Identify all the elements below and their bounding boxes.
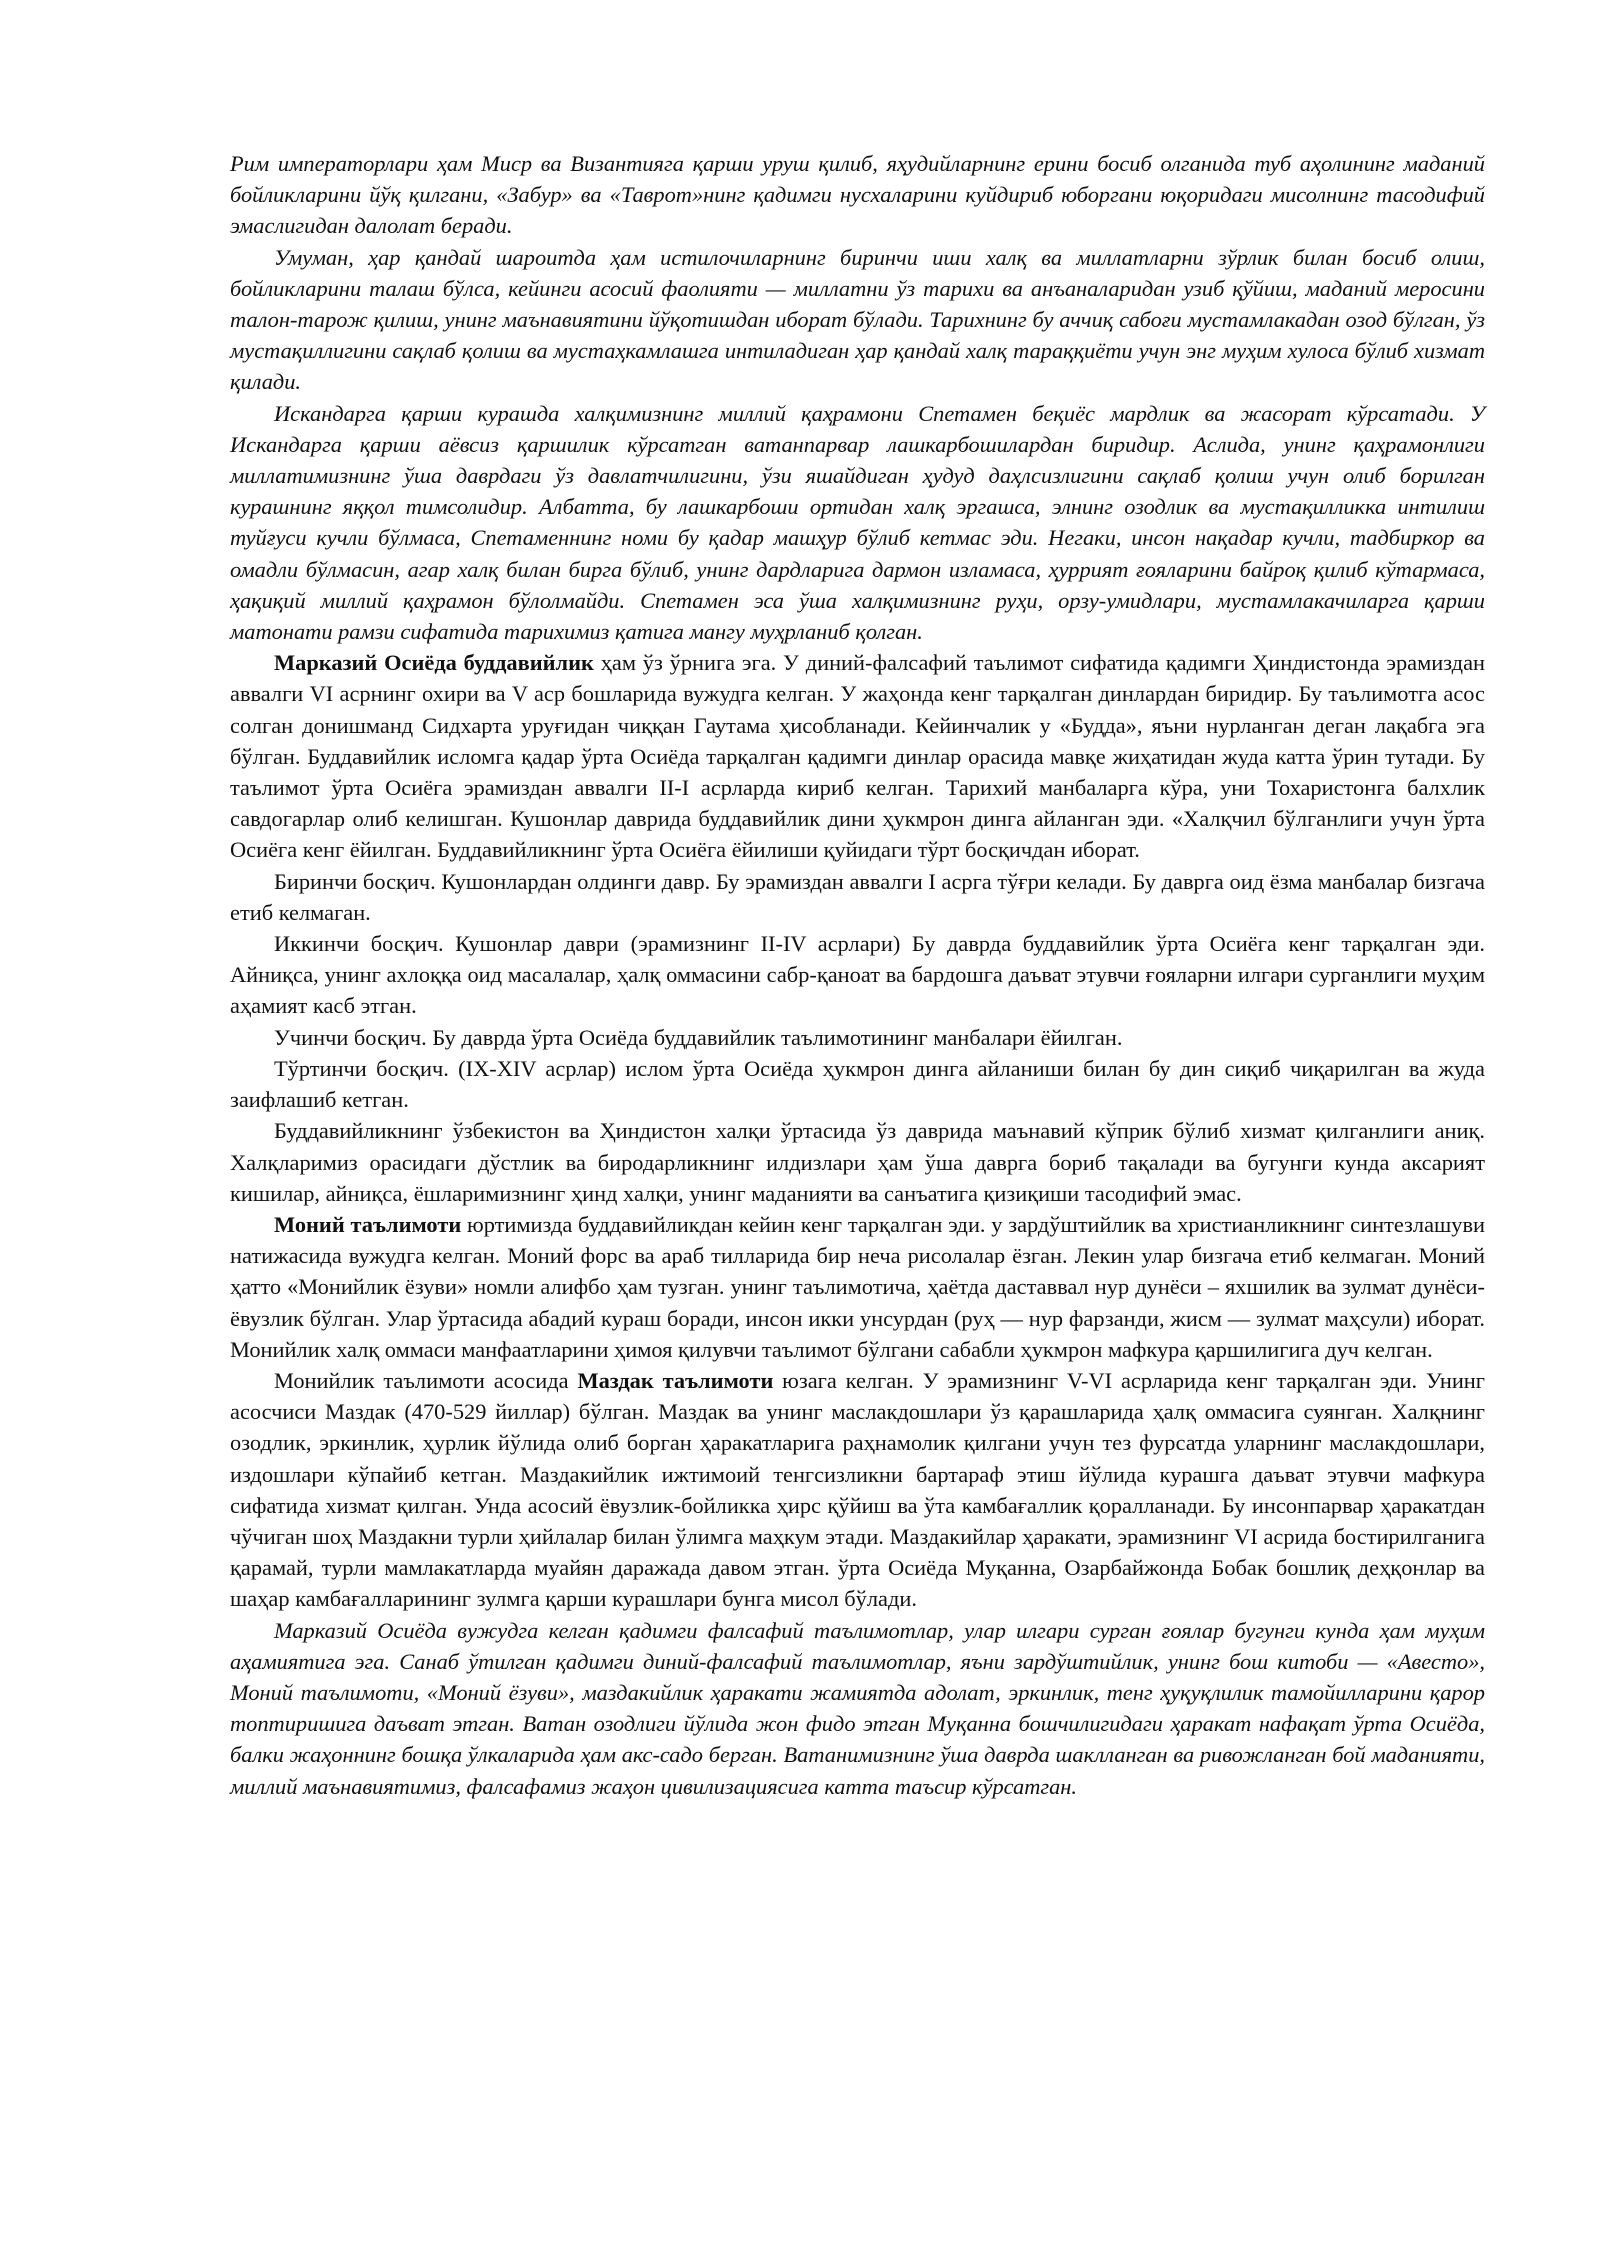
paragraph-mazdakism bbox=[230, 1365, 1485, 1615]
paragraph-spitamenes: Искандарга қарши курашда халқимизнинг миллий қаҳрамони Спетамен беқиёс мардлик ва жасорат кўрсатади. У Искандарга қарши аёвсиз қаршилик кўрсатган ватанпарвар лашкарбошилардан биридир. Аслида, унинг қаҳрамонлиги миллатимизнинг ўша даврдаги ўз давлатчилигини, ўзи яшайдиган ҳудуд даҳлсизлигини сақлаб қолиш учун олиб борилган курашнинг яққол тимсолидир. Албатта, бу лашкарбоши ортидан халқ эргашса, элнинг озодлик ва мустақилликка интилиш туйғуси кучли бўлмаса, Спетаменнинг номи бу қадар машҳур бўлиб кетмас эди. Негаки, инсон нақадар кучли, тадбиркор ва омадли бўлмасин, агар халқ билан бирга бўлиб, унинг дардларига дармон изламаса, ҳуррият ғояларини байроқ қилиб кўтармаса, ҳақиқий миллий қаҳрамон бўлолмайди. Спетамен эса ўша халқимизнинг руҳи, орзу-умидлари, мустамлакачиларга қарши матонати рамзи сифатида тарихимиз қатига мангу муҳрланиб қолган. bbox=[230, 400, 1485, 645]
paragraph-mazdakism-lead: Монийлик таълимоти асосида bbox=[274, 1367, 578, 1393]
paragraph-buddhism-text: ҳам ўз ўрнига эга. У диний-фалсафий таълимот сифатида қадимги Ҳиндистонда эрамиздан аввалги VI асрнинг охири ва V аср бошларида вужудга келган. У жаҳонда кенг тарқалган динлардан биридир. Бу таълимотга асос солган донишманд Сидхарта уруғидан чиққан Гаутама ҳисобланади. Кейинчалик у «Будда», яъни нурланган деган лақабга эга бўлган. Буддавийлик исломга қадар ўрта Осиёда тарқалган қадимги динлар орасида мавқе жиҳатидан жуда катта ўрин тутади. Бу таълимот ўрта Осиёга эрамиздан аввалги II-I асрларда кириб келган. Тарихий манбаларга кўра, уни Тохаристонга балхлик савдогарлар олиб келишган. Кушонлар даврида буддавийлик дини ҳукмрон динга айланган эди. «Халқчил бўлганлиги учун ўрта Осиёга кенг ёйилган. Буддавийликнинг ўрта Осиёга ёйилиши қуйидаги тўрт босқичдан иборат. bbox=[230, 650, 1485, 863]
paragraph-roman-emperors: Рим императорлари ҳам Миср ва Византияга қарши уруш қилиб, яҳудийларнинг ерини босиб олганида туб аҳолининг маданий бойликларини йўқ қилгани, «Забур» ва «Таврот»нинг қадимги нусхаларини куйдириб юборгани юқоридаги мисолнинг тасодифий эмаслигидан далолат беради. bbox=[230, 151, 1485, 239]
heading-buddhism: Марказий Осиёда буддавийлик bbox=[274, 650, 594, 676]
paragraph-buddhism-bridge: Буддавийликнинг ўзбекистон ва Ҳиндистон халқи ўртасида ўз даврида маънавий кўприк бўлиб хизмат қилганлиги аниқ. Халқларимиз орасидаги дўстлик ва биродарликнинг илдизлари ҳам ўша даврга бориб тақалади ва бугунги кунда аксарият кишилар, айниқса, ёшларимизнинг ҳинд халқи, унинг маданияти ва санъатига қизиқиши тасодифий эмас. bbox=[230, 1118, 1485, 1206]
paragraph-stage-four: Тўртинчи босқич. (IX-XIV асрлар) ислом ўрта Осиёда ҳукмрон динга айланиши билан бу дин сиқиб чиқарилган ва жуда заифлашиб кетган. bbox=[230, 1055, 1485, 1113]
paragraph-manichaeism-text: юртимизда буддавийликдан кейин кенг тарқалган эди. у зардўштийлик ва христианликнинг синтезлашуви натижасида вужудга келган. Моний форс ва араб тилларида бир неча рисолалар ёзган. Лекин улар бизгача етиб келмаган. Моний ҳатто «Монийлик ёзуви» номли алифбо ҳам тузган. унинг таълимотича, ҳаётда даставвал нур дунёси – яхшилик ва зулмат дунёси- ёвузлик бўлган. Улар ўртасида абадий кураш боради, инсон икки унсурдан (руҳ — нур фарзанди, жисм — зулмат маҳсули) иборат. Монийлик халқ оммаси манфаатларини ҳимоя қилувчи таълимот бўлгани сабабли ҳукмрон мафкура қаршилигига дуч келган. bbox=[230, 1211, 1485, 1362]
paragraph-stage-three: Учинчи босқич. Бу даврда ўрта Осиёда буддавийлик таълимотининг манбалари ёйилган. bbox=[274, 1024, 1123, 1050]
paragraph-invaders: Умуман, ҳар қандай шароитда ҳам истилочиларнинг биринчи иши халқ ва миллатларни зўрлик билан босиб олиш, бойликларини талаш бўлса, кейинги асосий фаолияти — миллатни ўз тарихи ва анъаналаридан узиб қўйиш, маданий меросини талон-тарож қилиш, унинг маънавиятини йўқотишдан иборат бўлади. Тарихнинг бу аччиқ сабоғи мустамлакадан озод бўлган, ўз мустақиллигини сақлаб қолиш ва мустаҳкамлашга интиладиган ҳар қандай халқ тараққиёти учун энг муҳим хулоса бўлиб хизмат қилади. bbox=[230, 244, 1485, 395]
paragraph-stage-one: Биринчи босқич. Кушонлардан олдинги давр. Бу эрамиздан аввалги I асрга тўғри келади. Бу даврга оид ёзма манбалар бизгача етиб келмаган. bbox=[230, 868, 1485, 925]
paragraph-mazdakism-text: юзага келган. У эрамизнинг V-VI асрларида кенг тарқалган эди. Унинг асосчиси Маздак (470-529 йиллар) бўлган. Маздак ва унинг маслакдошлари ўз қарашларида ҳалқ оммасига суянган. Халқнинг озодлик, эркинлик, ҳурлик йўлида олиб борган ҳаракатларига раҳнамолик қилгани учун тез фурсатда уларнинг маслакдошлари, издошлари кўпайиб кетган. Маздакийлик ижтимоий тенгсизликни бартараф этиш йўлида курашга даъват этувчи мафкура сифатида хизмат қилган. Унда асосий ёвузлик-бойликка ҳирс қўйиш ва ўта камбағаллик қоралланади. Бу инсонпарвар ҳаракатдан чўчиган шоҳ Маздакни турли ҳийлалар билан ўлимга маҳкум этади. Маздакийлар ҳаракати, эрамизнинг VI асрида бостирилганига қарамай, турли мамлакатларда муайян даражада давом этган. ўрта Осиёда Муқанна, Озарбайжонда Бобак бошлиқ деҳқонлар ва шаҳар камбағалларининг зулмга қарши курашлари бунга мисол бўлади. bbox=[230, 1367, 1485, 1612]
heading-manichaeism: Моний таълимоти bbox=[274, 1211, 462, 1237]
heading-mazdakism: Маздак таълимоти bbox=[577, 1367, 774, 1393]
document-page bbox=[230, 148, 1485, 1802]
paragraph-stage-two: Иккинчи босқич. Кушонлар даври (эрамизнинг II-IV асрлари) Бу даврда буддавийлик ўрта Осиёга кенг тарқалган эди. Айниқса, унинг ахлоққа оид масалалар, ҳалқ оммасини сабр-қаноат ва бардошга даъват этувчи ғояларни илгари сурганлиги муҳим аҳамият касб этган. bbox=[230, 931, 1485, 1019]
paragraph-manichaeism bbox=[230, 1209, 1485, 1365]
paragraph-buddhism bbox=[230, 647, 1485, 865]
paragraph-conclusion: Марказий Осиёда вужудга келган қадимги фалсафий таълимотлар, улар илгари сурган ғоялар бугунги кунда ҳам муҳим аҳамиятига эга. Санаб ўтилган қадимги диний-фалсафий таълимотлар, яъни зардўштийлик, унинг бош китоби — «Авесто», Моний таълимоти, «Моний ёзуви», маздакийлик ҳаракати жамиятда адолат, эркинлик, тенг ҳуқуқлилик тамойилларини қарор топтиришига даъват этган. Ватан озодлиги йўлида жон фидо этган Муқанна бошчилигидаги ҳаракат нафақат ўрта Осиёда, балки жаҳоннинг бошқа ўлкаларида ҳам акс-садо берган. Ватанимизнинг ўша даврда шаклланган ва ривожланган бой маданияти, миллий маънавиятимиз, фалсафамиз жаҳон цивилизациясига катта таъсир кўрсатган. bbox=[230, 1617, 1485, 1799]
